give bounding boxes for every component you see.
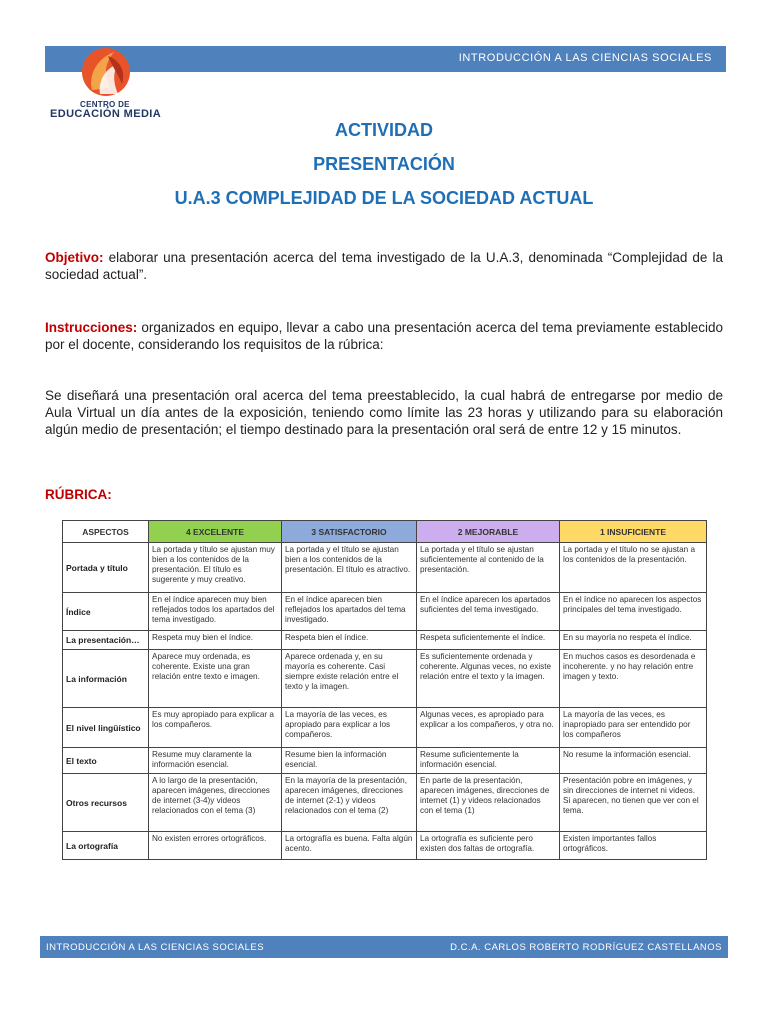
title-unidad: U.A.3 COMPLEJIDAD DE LA SOCIEDAD ACTUAL — [174, 188, 594, 208]
table-row — [63, 832, 707, 860]
table-cell: Respeta bien el índice. — [282, 631, 417, 650]
objetivo-label: Objetivo: — [45, 250, 104, 265]
table-cell: En la mayoría de la presentación, aparecen imágenes, direcciones de internet (2-1) y videos relacionados con el tema (2) — [282, 774, 417, 832]
table-cell: La portada y el título no se ajustan a los contenidos de la presentación. — [560, 543, 707, 593]
table-cell: Existen importantes fallos ortográficos. — [560, 832, 707, 860]
table-cell: Resume suficientemente la información esencial. — [417, 748, 560, 774]
table-cell: En el índice aparecen los apartados suficientes del tema investigado. — [417, 593, 560, 631]
rubrica-header-row — [63, 521, 707, 543]
table-row — [63, 650, 707, 708]
table-row — [63, 708, 707, 748]
header-excelente: 4 EXCELENTE — [149, 521, 282, 543]
table-cell: En muchos casos es desordenada e incoherente. y no hay relación entre imagen y texto. — [560, 650, 707, 708]
footer-author: D.C.A. CARLOS ROBERTO RODRÍGUEZ CASTELLANOS — [450, 942, 722, 953]
table-cell: No existen errores ortográficos. — [149, 832, 282, 860]
header-insuficiente: 1 INSUFICIENTE — [560, 521, 707, 543]
aspect-cell: La presentación… — [63, 631, 149, 650]
instrucciones-paragraph — [45, 319, 723, 353]
footer-bar — [40, 936, 728, 958]
logo-text-line1: CENTRO DE — [80, 100, 130, 109]
header-aspectos: ASPECTOS — [63, 521, 149, 543]
table-cell: Es muy apropiado para explicar a los compañeros. — [149, 708, 282, 748]
table-row — [63, 543, 707, 593]
header-satisfactorio: 3 SATISFACTORIO — [282, 521, 417, 543]
objetivo-text: elaborar una presentación acerca del tema investigado de la U.A.3, denominada “Complejidad de la sociedad actual”. — [45, 250, 723, 282]
aspect-cell: Índice — [63, 593, 149, 631]
table-cell: En el índice no aparecen los aspectos principales del tema investigado. — [560, 593, 707, 631]
table-cell: A lo largo de la presentación, aparecen imágenes, direcciones de internet (3-4)y videos relacionados con el tema (3) — [149, 774, 282, 832]
table-cell: La mayoría de las veces, es inapropiado para ser entendido por los compañeros — [560, 708, 707, 748]
table-cell: En el índice aparecen muy bien reflejados todos los apartados del tema investigado. — [149, 593, 282, 631]
table-cell: La portada y el título se ajustan suficientemente al contenido de la presentación. — [417, 543, 560, 593]
header-course-title: INTRODUCCIÓN A LAS CIENCIAS SOCIALES — [458, 52, 712, 64]
table-cell: En parte de la presentación, aparecen imágenes, direcciones de internet (1) y videos relacionados con el tema (1) — [417, 774, 560, 832]
table-cell: No resume la información esencial. — [560, 748, 707, 774]
header-mejorable: 2 MEJORABLE — [417, 521, 560, 543]
table-cell: Es suficientemente ordenada y coherente. Algunas veces, no existe relación entre el texto y la imagen. — [417, 650, 560, 708]
aspect-cell: La ortografía — [63, 832, 149, 860]
objetivo-paragraph — [45, 249, 723, 283]
table-cell: Respeta muy bien el índice. — [149, 631, 282, 650]
table-row — [63, 774, 707, 832]
table-cell: La portada y el título se ajustan bien a los contenidos de la presentación. El título es atractivo. — [282, 543, 417, 593]
rubrica-title: RÚBRICA: — [45, 487, 112, 502]
table-row — [63, 593, 707, 631]
table-row — [63, 748, 707, 774]
aspect-cell: El texto — [63, 748, 149, 774]
table-cell: La ortografía es suficiente pero existen dos faltas de ortografía. — [417, 832, 560, 860]
table-cell: Algunas veces, es apropiado para explicar a los compañeros, y otra no. — [417, 708, 560, 748]
table-cell: La mayoría de las veces, es apropiado para explicar a los compañeros. — [282, 708, 417, 748]
aspect-cell: Portada y título — [63, 543, 149, 593]
table-cell: Respeta suficientemente el índice. — [417, 631, 560, 650]
table-cell: Resume bien la información esencial. — [282, 748, 417, 774]
table-cell: Aparece ordenada y, en su mayoría es coherente. Casi siempre existe relación entre el texto y la imagen. — [282, 650, 417, 708]
table-cell: Aparece muy ordenada, es coherente. Existe una gran relación entre texto e imagen. — [149, 650, 282, 708]
aspect-cell: Otros recursos — [63, 774, 149, 832]
aspect-cell: La información — [63, 650, 149, 708]
title-presentacion: PRESENTACIÓN — [313, 154, 455, 174]
table-row — [63, 631, 707, 650]
title-actividad: ACTIVIDAD — [335, 120, 433, 140]
footer-course: INTRODUCCIÓN A LAS CIENCIAS SOCIALES — [46, 942, 265, 953]
descripcion-paragraph: Se diseñará una presentación oral acerca del tema preestablecido, la cual habrá de entregarse por medio de Aula Virtual un día antes de la exposición, teniendo como límite las 23 horas y utilizando para su elaboración algún medio de presentación; el tiempo destinado para la presentación oral será de entre 12 y 15 minutos. — [45, 388, 723, 437]
table-cell: Resume muy claramente la información esencial. — [149, 748, 282, 774]
table-cell: La portada y título se ajustan muy bien a los contenidos de la presentación. El título es sugerente y muy creativo. — [149, 543, 282, 593]
instrucciones-label: Instrucciones: — [45, 320, 138, 335]
rubrica-table — [62, 520, 707, 860]
table-cell: En su mayoría no respeta el índice. — [560, 631, 707, 650]
aspect-cell: El nivel lingüístico — [63, 708, 149, 748]
table-cell: Presentación pobre en imágenes, y sin direcciones de internet ni videos. Si aparecen, no tienen que ver con el tema. — [560, 774, 707, 832]
table-cell: La ortografía es buena. Falta algún acento. — [282, 832, 417, 860]
table-cell: En el índice aparecen bien reflejados los apartados del tema investigado. — [282, 593, 417, 631]
logo-text-line2: EDUCACIÓN MEDIA — [50, 108, 162, 120]
instrucciones-text: organizados en equipo, llevar a cabo una presentación acerca del tema previamente establecido por el docente, considerando los requisitos de la rúbrica: — [45, 320, 723, 352]
